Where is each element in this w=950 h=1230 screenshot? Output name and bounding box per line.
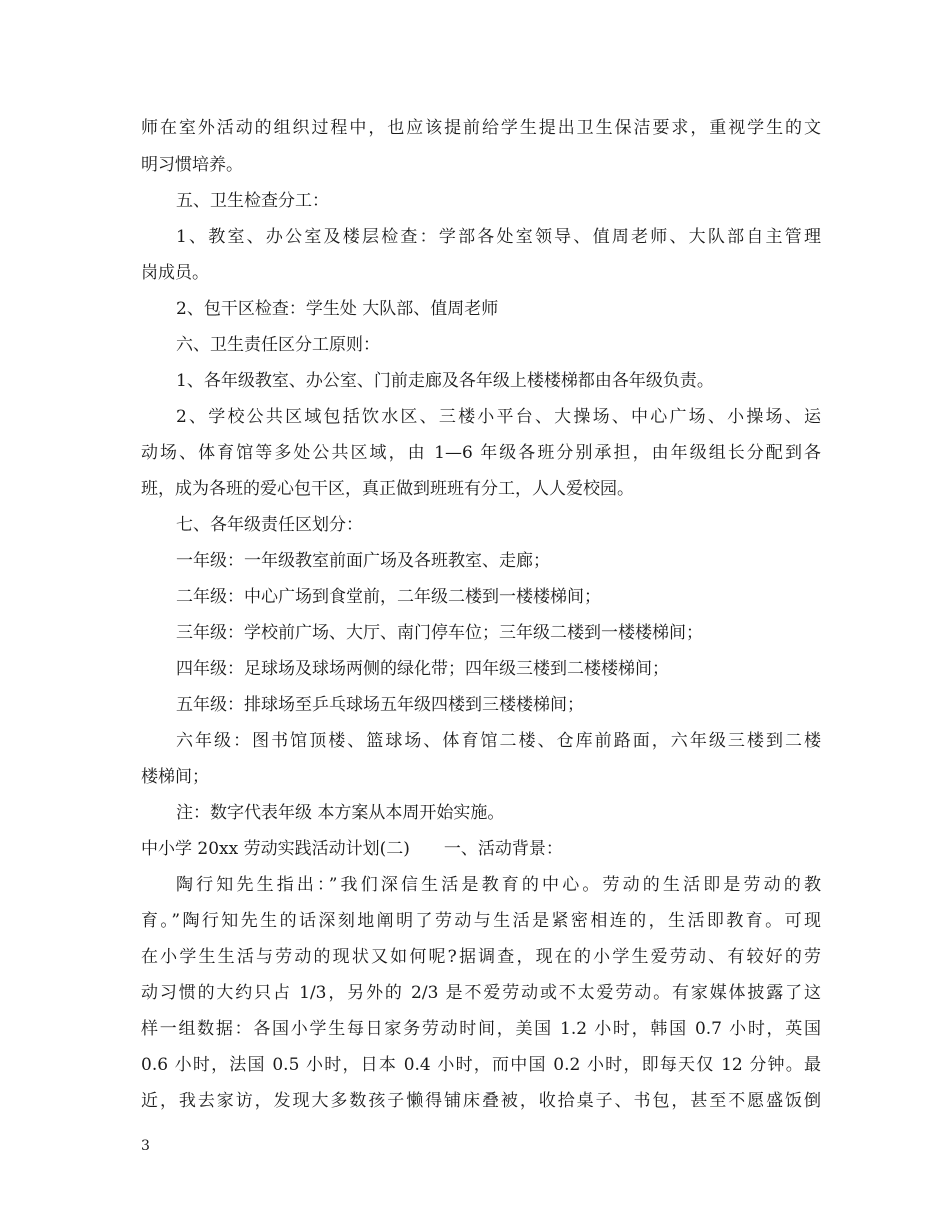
text-line: 2、包干区检查：学生处 大队部、值周老师: [176, 299, 499, 319]
page-number: 3: [141, 1138, 150, 1154]
text-line: 动习惯的大约只占 1/3，另外的 2/3 是不爱劳动或不太爱劳动。有家媒体披露了这: [141, 983, 821, 1003]
text-line: 陶行知先生指出：”我们深信生活是教育的中心。劳动的生活即是劳动的教: [176, 875, 821, 895]
text-line: 四年级：足球场及球场两侧的绿化带；四年级三楼到二楼楼梯间；: [176, 659, 669, 679]
section-heading: 五、卫生检查分工：: [176, 191, 329, 211]
text-line: 1、各年级教室、办公室、门前走廊及各年级上楼楼梯都由各年级负责。: [176, 371, 714, 391]
text-line: 0.6 小时，法国 0.5 小时，日本 0.4 小时，而中国 0.2 小时，即每天仅 12 分钟。最: [141, 1055, 821, 1075]
text-line: 明习惯培养。: [141, 155, 243, 175]
text-line: 在小学生生活与劳动的现状又如何呢?据调查，现在的小学生爱劳动、有较好的劳: [141, 947, 821, 967]
text-line: 样一组数据：各国小学生每日家务劳动时间，美国 1.2 小时，韩国 0.7 小时，英国: [141, 1019, 821, 1039]
text-line: 三年级：学校前广场、大厅、南门停车位；三年级二楼到一楼楼梯间；: [176, 623, 703, 643]
text-line: 动场、体育馆等多处公共区域，由 1—6 年级各班分别承担，由年级组长分配到各: [141, 443, 821, 463]
text-line: 六年级：图书馆顶楼、篮球场、体育馆二楼、仓库前路面，六年级三楼到二楼: [176, 731, 821, 751]
section-heading: 六、卫生责任区分工原则：: [176, 335, 380, 355]
text-line: 楼梯间；: [141, 767, 209, 787]
text-line: 1、教室、办公室及楼层检查：学部各处室领导、值周老师、大队部自主管理: [176, 227, 821, 247]
text-line: 五年级：排球场至乒乓球场五年级四楼到三楼楼梯间；: [176, 695, 584, 715]
document-title: 中小学 20xx 劳动实践活动计划(二) 一、活动背景：: [141, 839, 563, 859]
section-heading: 七、各年级责任区划分：: [176, 515, 363, 535]
text-line: 师在室外活动的组织过程中，也应该提前给学生提出卫生保洁要求，重视学生的文: [141, 118, 821, 138]
text-line: 岗成员。: [141, 263, 209, 283]
text-line: 2、学校公共区域包括饮水区、三楼小平台、大操场、中心广场、小操场、运: [176, 407, 821, 427]
text-line: 育。”陶行知先生的话深刻地阐明了劳动与生活是紧密相连的，生活即教育。可现: [141, 911, 821, 931]
text-line: 注：数字代表年级 本方案从本周开始实施。: [176, 803, 505, 823]
text-line: 一年级：一年级教室前面广场及各班教室、走廊；: [176, 551, 550, 571]
text-line: 二年级：中心广场到食堂前，二年级二楼到一楼楼梯间；: [176, 587, 601, 607]
text-line: 近，我去家访，发现大多数孩子懒得铺床叠被，收拾桌子、书包，甚至不愿盛饭倒: [141, 1091, 821, 1111]
text-line: 班，成为各班的爱心包干区，真正做到班班有分工，人人爱校园。: [141, 479, 634, 499]
